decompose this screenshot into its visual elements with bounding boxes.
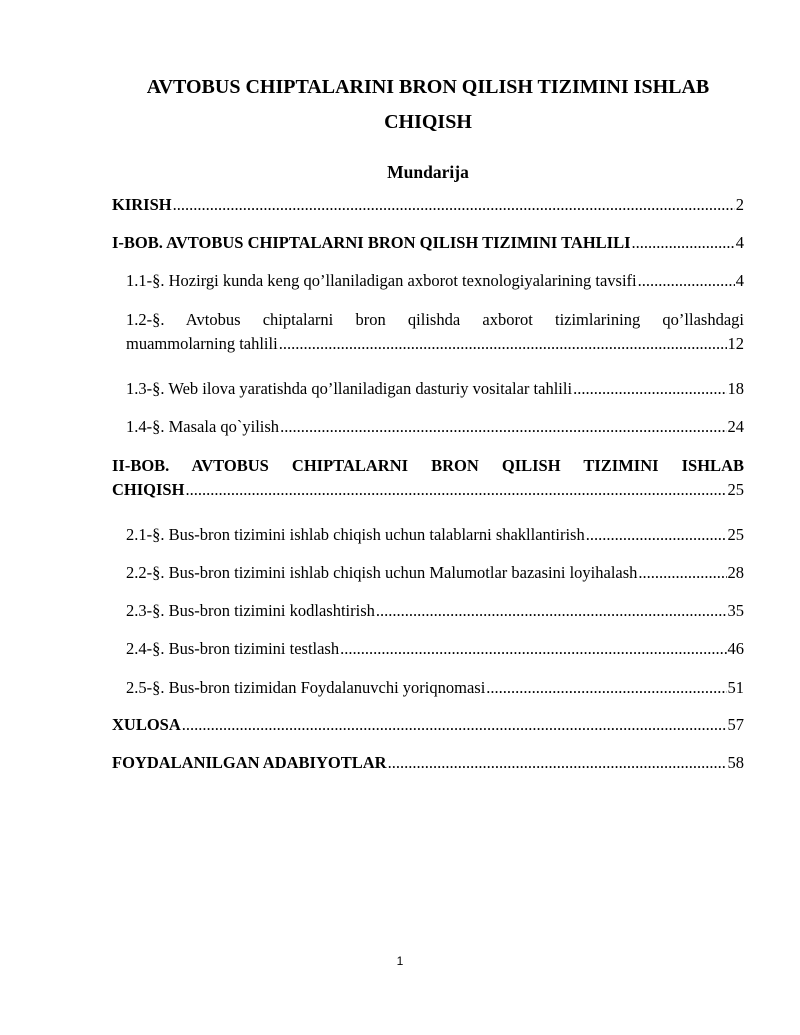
toc-entry-label: 2.4-§. Bus-bron tizimini testlash bbox=[126, 639, 340, 658]
toc-entry-label: 2.2-§. Bus-bron tizimini ishlab chiqish uchun Malumotlar bazasini loyihalash bbox=[126, 563, 638, 582]
toc-leader-dots bbox=[173, 193, 735, 217]
toc-leader-dots bbox=[185, 478, 726, 502]
toc-entry-1-4[interactable] bbox=[126, 415, 744, 439]
toc-entry-label-line-2: CHIQISH bbox=[112, 480, 185, 499]
toc-entry-label-line-2: muammolarning tahlili bbox=[126, 334, 278, 353]
toc-entry-page: 18 bbox=[727, 379, 744, 398]
toc-entry-2-5[interactable] bbox=[126, 676, 744, 700]
toc-leader-dots bbox=[632, 231, 735, 255]
document-title-line-1: AVTOBUS CHIPTALARINI BRON QILISH TIZIMINI ISHLAB bbox=[146, 76, 710, 98]
toc-entry-1-1[interactable] bbox=[126, 269, 744, 293]
toc-leader-dots bbox=[280, 415, 726, 439]
document-title bbox=[100, 70, 756, 140]
toc-entry-2-1[interactable] bbox=[126, 523, 744, 547]
toc-entry-label-line-1: II-BOB. AVTOBUS CHIPTALARNI BRON QILISH TIZIMINI ISHLAB bbox=[112, 456, 744, 475]
toc-entry-1-2[interactable] bbox=[126, 308, 744, 356]
toc-leader-dots bbox=[573, 377, 726, 401]
toc-entry-label: 1.4-§. Masala qo`yilish bbox=[126, 417, 280, 436]
toc-entry-label-line-1: 1.2-§. Avtobus chiptalarni bron qilishda axborot tizimlarining qo’llashdagi bbox=[126, 310, 744, 329]
toc-entry-page: 4 bbox=[735, 233, 744, 252]
toc-leader-dots bbox=[388, 751, 727, 775]
page-number: 1 bbox=[396, 954, 404, 968]
toc-entry-bob-1[interactable] bbox=[112, 231, 744, 255]
toc-entry-page: 51 bbox=[727, 678, 744, 697]
toc-entry-2-2[interactable] bbox=[126, 561, 744, 585]
toc-entry-page: 12 bbox=[727, 334, 744, 353]
toc-leader-dots bbox=[340, 637, 726, 661]
toc-entry-2-4[interactable] bbox=[126, 637, 744, 661]
toc-entry-xulosa[interactable] bbox=[112, 713, 744, 737]
toc-entry-page: 25 bbox=[727, 525, 744, 544]
toc-entry-2-3[interactable] bbox=[126, 599, 744, 623]
toc-entry-1-3[interactable] bbox=[126, 377, 744, 401]
toc-entry-label: 1.3-§. Web ilova yaratishda qo’llaniladigan dasturiy vositalar tahlili bbox=[126, 379, 573, 398]
toc-entry-page: 2 bbox=[735, 195, 744, 214]
toc-leader-dots bbox=[279, 332, 727, 356]
toc-leader-dots bbox=[486, 676, 726, 700]
toc-entry-bob-2[interactable] bbox=[112, 454, 744, 502]
toc-leader-dots bbox=[638, 269, 735, 293]
document-title-line-2: CHIQISH bbox=[384, 111, 472, 133]
toc-entry-page: 57 bbox=[727, 715, 744, 734]
toc-entry-adabiyotlar[interactable] bbox=[112, 751, 744, 775]
toc-entry-label: KIRISH bbox=[112, 195, 172, 214]
toc-entry-page: 35 bbox=[727, 601, 744, 620]
toc-entry-page: 46 bbox=[727, 639, 744, 658]
toc-entry-label: 1.1-§. Hozirgi kunda keng qo’llaniladigan axborot texnologiyalarining tavsifi bbox=[126, 271, 637, 290]
toc-entry-page: 4 bbox=[735, 271, 744, 290]
toc-entry-kirish[interactable] bbox=[112, 193, 744, 217]
toc-entry-label: FOYDALANILGAN ADABIYOTLAR bbox=[112, 753, 387, 772]
toc-leader-dots bbox=[638, 561, 726, 585]
toc-entry-label: 2.1-§. Bus-bron tizimini ishlab chiqish uchun talablarni shakllantirish bbox=[126, 525, 585, 544]
toc-entry-page: 25 bbox=[727, 480, 744, 499]
toc-entry-label: 2.5-§. Bus-bron tizimidan Foydalanuvchi yoriqnomasi bbox=[126, 678, 486, 697]
toc-entry-label: XULOSA bbox=[112, 715, 181, 734]
toc-leader-dots bbox=[376, 599, 727, 623]
toc-entry-page: 58 bbox=[727, 753, 744, 772]
toc-leader-dots bbox=[182, 713, 727, 737]
toc-entry-label: I-BOB. AVTOBUS CHIPTALARNI BRON QILISH TIZIMINI TAHLILI bbox=[112, 233, 631, 252]
toc-entry-label: 2.3-§. Bus-bron tizimini kodlashtirish bbox=[126, 601, 375, 620]
toc-leader-dots bbox=[586, 523, 727, 547]
toc-heading: Mundarija bbox=[387, 162, 469, 182]
toc-entry-page: 28 bbox=[727, 563, 744, 582]
toc-entry-page: 24 bbox=[727, 417, 744, 436]
